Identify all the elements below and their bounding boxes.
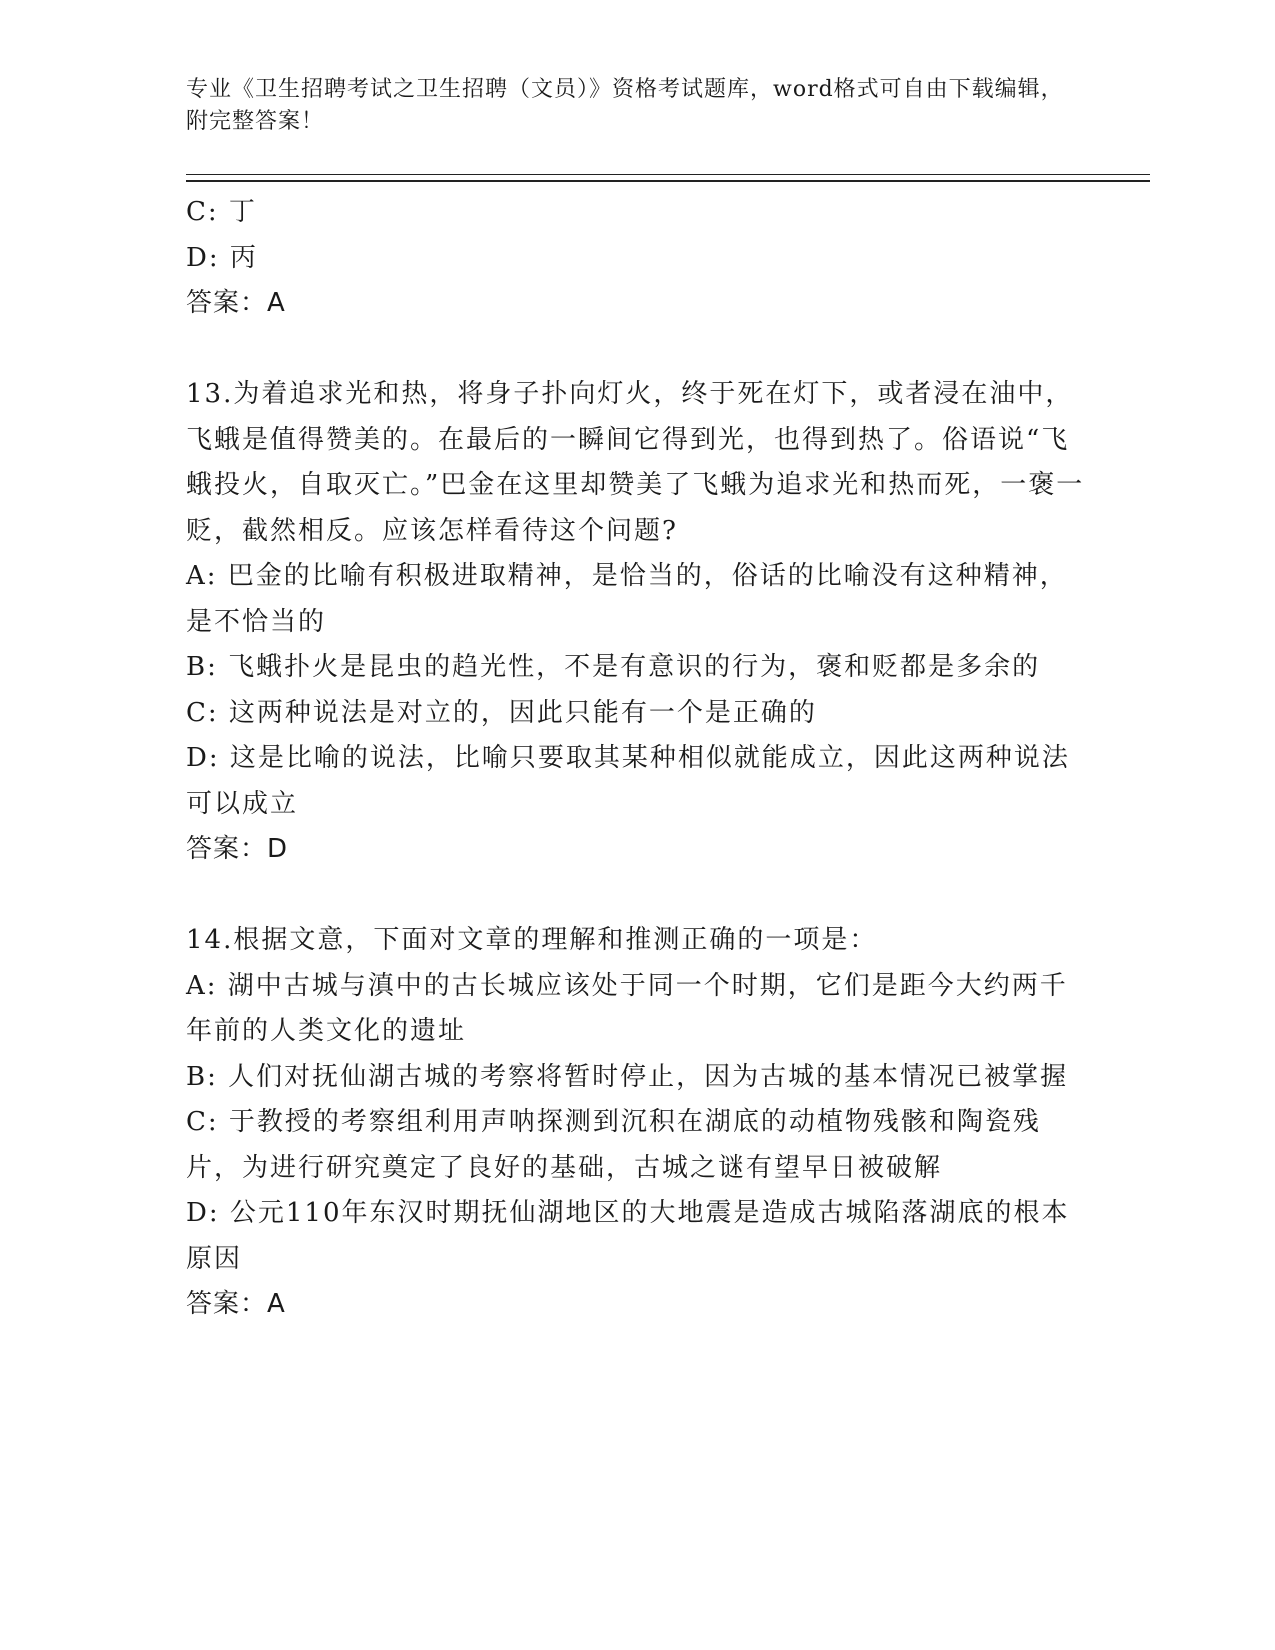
option-a: A: 湖中古城与滇中的古长城应该处于同一个时期，它们是距今大约两千年前的人类文化的遗址 — [186, 970, 1068, 1046]
option-c: C: 丁 — [186, 197, 257, 227]
option-d: D: 公元110年东汉时期抚仙湖地区的大地震是造成古城陷落湖底的根本原因 — [186, 1198, 1070, 1274]
spacer — [186, 873, 1086, 919]
option-c: C: 于教授的考察组利用声呐探测到沉积在湖底的动植物残骸和陶瓷残片，为进行研究奠定了良好的基础，古城之谜有望早日被破解 — [186, 1107, 1041, 1183]
answer-line: 答案：A — [186, 1289, 286, 1319]
spacer — [186, 327, 1086, 373]
option-a: A: 巴金的比喻有积极进取精神，是恰当的，俗话的比喻没有这种精神，是不恰当的 — [186, 561, 1068, 637]
option-d: D: 这是比喻的说法，比喻只要取其某种相似就能成立，因此这两种说法可以成立 — [186, 743, 1070, 819]
option-b: B: 飞蛾扑火是昆虫的趋光性，不是有意识的行为，褒和贬都是多余的 — [186, 652, 1041, 682]
option-c: C: 这两种说法是对立的，因此只能有一个是正确的 — [186, 697, 817, 728]
header-divider — [186, 174, 1150, 182]
question-stem: 13.为着追求光和热，将身子扑向灯火，终于死在灯下，或者浸在油中，飞蛾是值得赞美的。在最后的一瞬间它得到光，也得到热了。俗语说“飞蛾投火，自取灭亡。”巴金在这里却赞美了飞蛾为追求光和热而死，一褒一贬，截然相反。应该怎样看待这个问题? — [186, 379, 1085, 546]
question-14 — [186, 918, 1086, 1328]
answer-line: 答案：D — [186, 834, 289, 864]
question-stem: 14.根据文意，下面对文章的理解和推测正确的一项是： — [186, 925, 878, 955]
header-note: 专业《卫生招聘考试之卫生招聘（文员）》资格考试题库，word格式可自由下载编辑，附完整答案！ — [186, 77, 1064, 134]
document-content — [186, 190, 1086, 1328]
option-b: B: 人们对抚仙湖古城的考察将暂时停止，因为古城的基本情况已被掌握 — [186, 1061, 1069, 1092]
document-page — [186, 0, 1086, 1650]
answer-line: 答案：A — [186, 288, 286, 318]
question-13 — [186, 372, 1086, 873]
previous-question-tail — [186, 190, 1086, 327]
option-d: D: 丙 — [186, 242, 258, 273]
